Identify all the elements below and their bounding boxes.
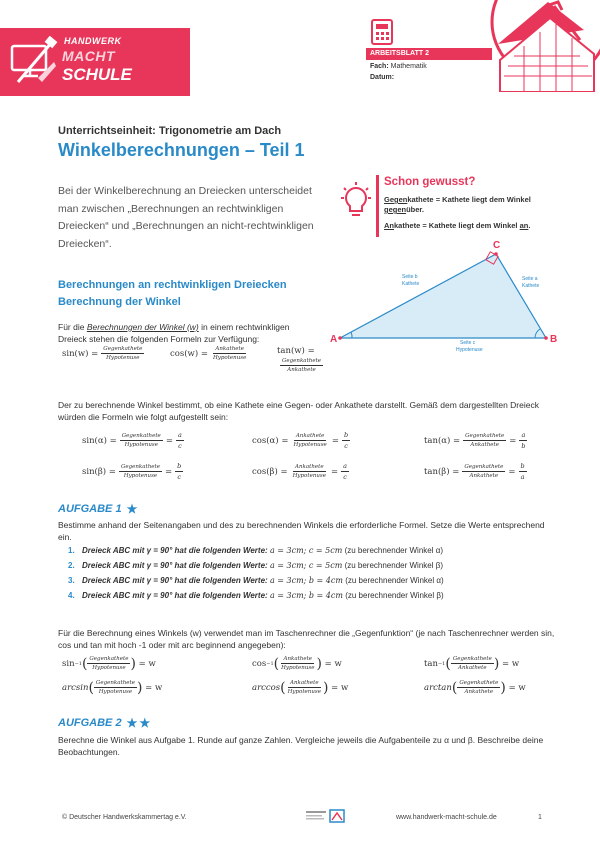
pow: −1 <box>266 660 274 667</box>
paren-open: ( <box>451 679 458 696</box>
frac-den: Hypotenuse <box>287 689 321 695</box>
eq: = <box>331 466 339 477</box>
item-number: 4. <box>68 591 75 600</box>
ratio <box>342 431 350 450</box>
calculator-icon <box>368 18 396 46</box>
info-text-2: kathete = Kathete liegt dem Winkel <box>394 221 518 230</box>
ratio-den: c <box>178 442 182 450</box>
formula-arcsin <box>62 680 162 695</box>
page-title: Winkelberechnungen – Teil 1 <box>58 140 305 160</box>
frac-den: Hypotenuse <box>292 473 326 479</box>
fn: arcsin <box>62 682 89 693</box>
task1-item-3 <box>68 576 444 585</box>
side-b-sub: Kathete <box>402 281 420 287</box>
paren-close: ) <box>322 679 329 696</box>
fraction <box>87 656 130 671</box>
fraction-gk-hyp <box>101 346 144 361</box>
logo-text-macht: MACHT <box>62 48 116 64</box>
info-text-1: kathete = Kathete liegt dem Winkel <box>407 195 531 204</box>
subject-label: Fach: <box>370 63 389 70</box>
vertex-a-label: A <box>330 334 338 345</box>
paren-close: ) <box>136 679 143 696</box>
frac-num: Gegenkathete <box>95 680 135 686</box>
ratio-den: c <box>343 473 347 481</box>
eq-w: = w <box>331 682 349 693</box>
ratio-den: c <box>344 442 348 450</box>
item-bold: Dreieck ABC mit γ = 90° hat die folgenden Werte: <box>82 561 268 570</box>
vertex-b-dot <box>544 336 548 340</box>
section1-text-post: in einem rechtwinkligen <box>201 322 290 332</box>
item-number: 2. <box>68 561 75 570</box>
item-bold: Dreieck ABC mit γ = 90° hat die folgenden Werte: <box>82 546 268 555</box>
lhs: cos(α) = <box>252 435 289 446</box>
fraction <box>451 656 494 671</box>
paren-open: ( <box>280 679 286 696</box>
footer-url[interactable]: www.handwerk-macht-schule.de <box>396 814 497 821</box>
section2-text: Der zu berechnende Winkel bestimmt, ob eine Kathete eine Gegen- oder Ankathete darstellt. Gemäß dem dargestellten Dreieck würden die Formeln wie folgt aufgestellt sein: <box>58 400 539 422</box>
frac-den: Ankathete <box>470 442 499 448</box>
ratio-num: b <box>520 462 525 470</box>
side-b-label: Seite b <box>402 274 418 280</box>
logo-text-schule: SCHULE <box>62 65 132 84</box>
frac-den: Ankathete <box>287 367 316 373</box>
section1-text-pre: Für die <box>58 322 85 332</box>
eq-w: = w <box>502 658 520 669</box>
paren-close: ) <box>130 655 136 672</box>
date-label: Datum: <box>370 74 395 81</box>
fraction <box>457 680 500 695</box>
formula-cos-beta <box>252 462 352 481</box>
item-values: a = 3cm; b = 4cm <box>269 591 343 600</box>
star-icon: ★ <box>126 502 138 516</box>
task1-heading <box>58 502 137 516</box>
frac-den: Ankathete <box>464 689 494 695</box>
ratio-num: a <box>343 462 348 470</box>
section1-text-emph: Berechnungen der Winkel (w) <box>86 322 199 332</box>
task2-text: Berechne die Winkel aus Aufgabe 1. Runde auf ganze Zahlen. Vergleiche jeweils die Aufgabenteile zu α und β. Beschreibe deine Beobachtungen. <box>58 735 544 757</box>
formula-sin-inverse <box>62 656 156 671</box>
formula-tan-inverse <box>424 656 519 671</box>
formula-cos-w <box>170 346 251 361</box>
formula-sin-w <box>62 346 147 361</box>
frac-num: Gegenkathete <box>465 433 505 439</box>
item-bold: Dreieck ABC mit γ = 90° hat die folgenden Werte: <box>82 591 268 600</box>
fraction <box>286 680 323 695</box>
fraction <box>120 433 163 448</box>
triangle-shape <box>340 254 546 338</box>
formula-arctan <box>424 680 526 695</box>
roof-house-illustration <box>484 0 600 92</box>
fraction <box>279 656 316 671</box>
fraction <box>94 680 137 695</box>
section1-text-line2: Dreieck stehen die folgenden Formeln zur Verfügung: <box>58 334 260 344</box>
task1-text: Bestimme anhand der Seitenangaben und des zu berechnenden Winkels die erforderliche Formel. Setze die Werte entsprechend ein. <box>58 520 545 542</box>
eq: = <box>331 435 339 446</box>
frac-den: Hypotenuse <box>124 442 158 448</box>
frac-num: Ankathete <box>215 346 244 352</box>
info-text-1b: über. <box>406 205 425 214</box>
paren-open: ( <box>445 655 451 672</box>
item-note: (zu berechnender Winkel β) <box>345 591 444 600</box>
item-values: a = 3cm; c = 5cm <box>269 546 343 555</box>
task1-item-4 <box>68 591 444 600</box>
frac-den: Hypotenuse <box>92 665 126 671</box>
eq: = <box>165 466 173 477</box>
eq-w: = w <box>145 682 163 693</box>
frac-num: Gegenkathete <box>464 464 504 470</box>
item-values: a = 3cm; c = 5cm <box>269 561 343 570</box>
frac-den: Hypotenuse <box>293 442 327 448</box>
lightbulb-icon <box>340 180 372 220</box>
item-note: (zu berechnender Winkel β) <box>344 561 443 570</box>
info-box-title: Schon gewusst? <box>384 176 476 188</box>
frac-num: Gegenkathete <box>459 680 499 686</box>
frac-den: Hypotenuse <box>212 355 247 361</box>
eq-w: = w <box>324 658 342 669</box>
fraction <box>119 464 162 479</box>
frac-num: Gegenkathete <box>121 433 161 439</box>
ratio-den: a <box>520 473 525 481</box>
ratio <box>519 462 527 481</box>
vertex-c-label: C <box>493 240 501 251</box>
frac-num: Ankathete <box>283 656 313 662</box>
fn: sin <box>62 658 75 669</box>
frac-den: Ankathete <box>458 665 487 671</box>
ministry-logo-icon <box>306 808 346 824</box>
side-a-sub: Kathete <box>522 283 540 289</box>
ratio <box>341 462 349 481</box>
fraction <box>291 433 328 448</box>
eq: = <box>509 435 517 446</box>
info-emph-gegen-2: gegen <box>384 205 407 214</box>
section-heading-angle-calc: Berechnung der Winkel <box>58 296 181 308</box>
fn: tan <box>424 658 438 669</box>
formula-arccos <box>252 680 348 695</box>
frac-den: Hypotenuse <box>106 355 140 361</box>
lhs: sin(α) = <box>82 435 117 446</box>
subject-line <box>370 63 427 70</box>
frac-num: Ankathete <box>295 433 325 439</box>
frac-num: Ankathete <box>289 680 319 686</box>
eq: = <box>508 466 516 477</box>
star-icon: ★ <box>126 716 138 730</box>
frac-num: Gegenkathete <box>120 464 160 470</box>
task1-item-1 <box>68 546 443 555</box>
eq: = <box>165 435 173 446</box>
info-line-ankathete <box>384 221 574 231</box>
fraction-gk-ak <box>280 358 323 373</box>
frac-num: Gegenkathete <box>282 358 322 364</box>
ratio-num: a <box>177 431 182 439</box>
worksheet-badge: ARBEITSBLATT 2 <box>366 48 492 60</box>
frac-den: Hypotenuse <box>98 689 133 695</box>
info-emph-an: An <box>384 221 394 230</box>
eq-w: = w <box>138 658 156 669</box>
logo-box <box>0 28 190 96</box>
fn: cos <box>252 658 267 669</box>
ratio-num: a <box>521 431 526 439</box>
formula-cos-alpha <box>252 431 353 450</box>
item-bold: Dreieck ABC mit γ = 90° hat die folgenden Werte: <box>82 576 268 585</box>
fn: arccos <box>252 682 281 693</box>
ratio-den: c <box>177 473 182 481</box>
formula-sin-w-lhs: sin(w) = <box>62 348 99 359</box>
lhs: tan(α) = <box>424 435 461 446</box>
paren-close: ) <box>493 655 500 672</box>
fraction-ak-hyp <box>211 346 248 361</box>
task1-title: AUFGABE 1 <box>58 503 122 515</box>
paren-open: ( <box>88 679 94 696</box>
unit-title: Unterrichtseinheit: Trigonometrie am Dach <box>58 125 282 137</box>
formula-sin-alpha <box>82 431 187 450</box>
side-c-label: Seite c <box>460 340 476 346</box>
info-text-2b: . <box>528 221 531 230</box>
star-icon: ★ <box>139 716 151 730</box>
task2-heading <box>58 716 150 730</box>
logo-text-handwerk: HANDWERK <box>64 36 122 46</box>
vertex-a-dot <box>338 336 342 340</box>
formula-tan-beta <box>424 462 530 481</box>
date-line <box>370 74 394 81</box>
frac-num: Ankathete <box>295 464 324 470</box>
ratio <box>175 462 183 481</box>
intro-paragraph: Bei der Winkelberechnung an Dreiecken unterscheidet man zwischen „Berechnungen an rechtwinkligen Dreiecken“ und „Berechnungen an nicht-rechtwinkligen Dreiecken“. <box>58 185 314 250</box>
fraction <box>462 464 505 479</box>
formula-tan-w <box>277 346 326 373</box>
item-note: (zu berechnender Winkel α) <box>344 546 444 555</box>
lhs: cos(β) = <box>252 466 288 477</box>
item-number: 1. <box>68 546 75 555</box>
formula-sin-beta <box>82 462 186 481</box>
frac-num: Gegenkathete <box>452 656 492 662</box>
section-heading-right-triangles: Berechnungen an rechtwinkligen Dreiecken <box>58 279 287 291</box>
info-emph-gegen: Gegen <box>384 195 408 204</box>
pow: −1 <box>74 660 82 667</box>
triangle-diagram <box>330 238 570 358</box>
info-line-gegenkathete <box>384 195 574 215</box>
frac-den: Hypotenuse <box>123 473 158 479</box>
side-a-label: Seite a <box>522 276 538 282</box>
frac-den: Ankathete <box>469 473 499 479</box>
vertex-c-dot <box>494 252 498 256</box>
lhs: sin(β) = <box>82 466 116 477</box>
pow: −1 <box>437 660 446 667</box>
frac-num: Gegenkathete <box>103 346 143 352</box>
section1-text <box>58 321 338 345</box>
formula-cos-w-lhs: cos(w) = <box>170 348 208 359</box>
side-c-sub: Hypotenuse <box>456 347 483 353</box>
tools-logo-icon <box>8 36 58 88</box>
formula-cos-inverse <box>252 656 342 671</box>
item-note: (zu berechnender Winkel α) <box>345 576 444 585</box>
ratio-num: b <box>177 462 182 470</box>
task1-item-2 <box>68 561 443 570</box>
fraction <box>291 464 328 479</box>
fn: arctan <box>424 682 452 693</box>
task2-title: AUFGABE 2 <box>58 717 122 729</box>
lhs: tan(β) = <box>424 466 460 477</box>
formula-tan-w-lhs: tan(w) = <box>277 346 315 356</box>
paren-open: ( <box>81 655 88 672</box>
frac-den: Hypotenuse <box>281 665 315 671</box>
fraction <box>463 433 506 448</box>
formula-tan-alpha <box>424 431 531 450</box>
footer-copyright: © Deutscher Handwerkskammertag e.V. <box>62 814 187 821</box>
eq-w: = w <box>508 682 526 693</box>
subject-value: Mathematik <box>390 63 427 70</box>
ratio <box>176 431 184 450</box>
page-number: 1 <box>538 814 542 821</box>
info-emph-an-2: an <box>519 221 529 230</box>
inverse-text: Für die Berechnung eines Winkels (w) verwendet man im Taschenrechner die „Gegenfunktion“ (je nach Taschenrechner werden sin, cos und tan mit hoch -1 oder mit arc beginnend angegeben): <box>58 628 555 650</box>
ratio <box>519 431 527 450</box>
frac-num: Gegenkathete <box>89 656 129 662</box>
paren-close: ) <box>316 655 322 672</box>
item-number: 3. <box>68 576 75 585</box>
paren-open: ( <box>273 655 280 672</box>
paren-close: ) <box>500 679 506 696</box>
item-values: a = 3cm; b = 4cm <box>269 576 343 585</box>
vertex-b-label: B <box>550 334 558 345</box>
ratio-den: b <box>521 442 526 450</box>
info-box-divider <box>376 175 379 237</box>
ratio-num: b <box>343 431 349 439</box>
